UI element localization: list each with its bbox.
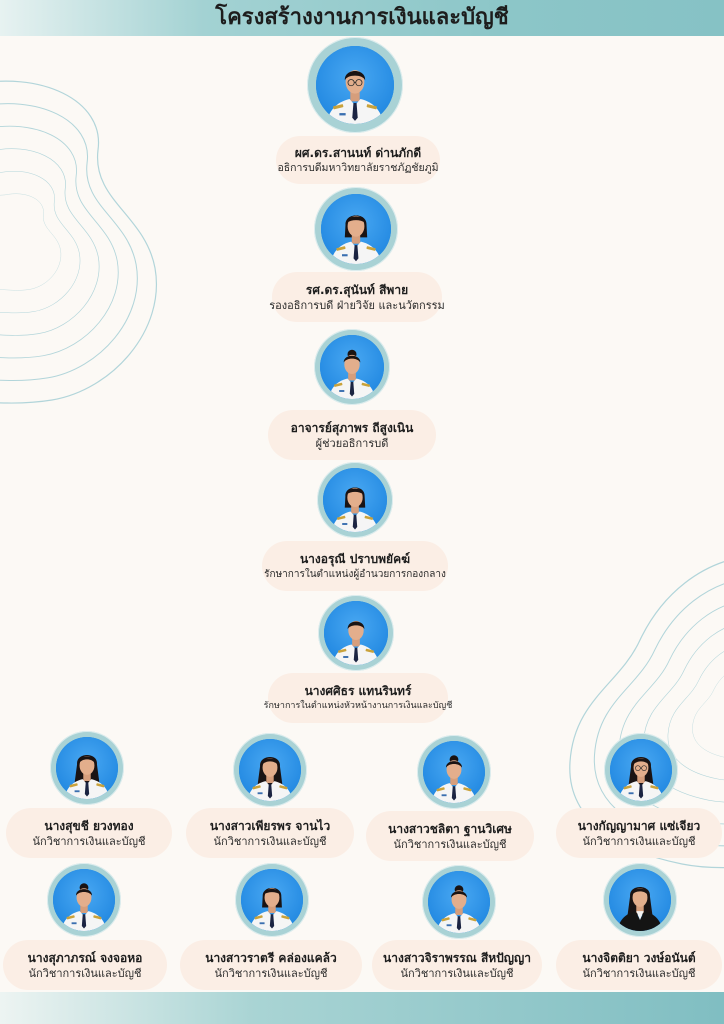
president-name-plate: [276, 136, 440, 184]
portrait-illustration: [423, 741, 485, 803]
portrait-illustration: [321, 194, 391, 264]
portrait-photo: [320, 335, 384, 399]
acting-section-head-name-plate: [263, 673, 453, 723]
person-role: นักวิชาการเงินและบัญชี: [582, 966, 696, 980]
portrait-photo: [53, 869, 115, 931]
contour-line: [0, 81, 156, 403]
person-name: นางสุภาภรณ์ จงจอหอ: [27, 950, 143, 965]
person-name: นางสาวจิราพรรณ สีหปัญญา: [383, 950, 531, 965]
person-role: รองอธิการบดี ฝ่ายวิจัย และนวัตกรรม: [269, 298, 445, 312]
person-role: นักวิชาการเงินและบัญชี: [28, 966, 142, 980]
portrait-photo: [241, 869, 303, 931]
staff-name-plate: [3, 940, 167, 990]
person-name: นางสาวเพียรพร จานไว: [209, 818, 331, 833]
person-name: ผศ.ดร.สานนท์ ด่านภักดี: [294, 145, 422, 160]
acting-section-head-photo: [318, 595, 394, 671]
portrait-photo: [609, 869, 671, 931]
person-role: ผู้ช่วยอธิการบดี: [315, 436, 389, 450]
staff-name-plate: [372, 940, 542, 990]
person-name: นางสุขชี ยวงทอง: [44, 818, 134, 833]
contour-line: [0, 126, 118, 358]
contour-line: [0, 171, 80, 313]
portrait-illustration: [241, 869, 303, 931]
person-role: นักวิชาการเงินและบัญชี: [393, 837, 507, 851]
person-name: รศ.ดร.สุนันท์ สีพาย: [305, 282, 409, 297]
person-role: รักษาการในตำแหน่งหัวหน้างานการเงินและบัญชี: [263, 700, 453, 711]
staff-photo: [47, 863, 121, 937]
contour-line: [692, 664, 724, 759]
person-role: นักวิชาการเงินและบัญชี: [213, 834, 327, 848]
contour-line: [0, 194, 61, 291]
staff-name-plate: [366, 811, 534, 861]
acting-director-name-plate: [262, 541, 448, 591]
portrait-illustration: [316, 46, 394, 124]
vice-president-name-plate: [269, 272, 445, 322]
portrait-photo: [423, 741, 485, 803]
staff-photo: [417, 735, 491, 809]
assistant-president-name-plate: [268, 410, 436, 460]
person-name: นางศศิธร แทนรินทร์: [304, 683, 412, 698]
portrait-photo: [323, 468, 387, 532]
person-role: นักวิชาการเงินและบัญชี: [400, 966, 514, 980]
contour-line: [0, 149, 99, 336]
portrait-illustration: [56, 737, 118, 799]
contour-line: [0, 104, 137, 381]
person-role: นักวิชาการเงินและบัญชี: [214, 966, 328, 980]
portrait-photo: [56, 737, 118, 799]
person-role: อธิการบดีมหาวิทยาลัยราชภัฏชัยภูมิ: [277, 161, 439, 174]
person-name: อาจารย์สุภาพร ถีสูงเนิน: [290, 420, 414, 435]
footer-banner: [0, 992, 724, 1024]
staff-photo: [233, 733, 307, 807]
portrait-illustration: [428, 871, 490, 933]
staff-photo: [50, 731, 124, 805]
portrait-photo: [324, 601, 388, 665]
assistant-president-photo: [314, 329, 390, 405]
staff-name-plate: [186, 808, 354, 858]
person-name: นางจิตติยา วงษ์อนันต์: [582, 950, 696, 965]
acting-director-photo: [317, 462, 393, 538]
page-title: โครงสร้างงานการเงินและบัญชี: [215, 5, 509, 30]
portrait-photo: [239, 739, 301, 801]
portrait-photo: [610, 739, 672, 801]
portrait-photo: [321, 194, 391, 264]
portrait-photo: [316, 46, 394, 124]
staff-photo: [604, 733, 678, 807]
vice-president-photo: [314, 187, 398, 271]
staff-name-plate: [6, 808, 172, 858]
staff-photo: [603, 863, 677, 937]
contour-line: [594, 574, 724, 845]
portrait-illustration: [324, 601, 388, 665]
staff-name-plate: [556, 940, 722, 990]
president-photo: [307, 37, 403, 133]
person-role: นักวิชาการเงินและบัญชี: [32, 834, 146, 848]
contour-lines-left: [0, 81, 156, 403]
portrait-illustration: [609, 869, 671, 931]
portrait-illustration: [610, 739, 672, 801]
person-name: นางสาวราตรี คล่องแคล้ว: [205, 950, 337, 965]
staff-name-plate: [180, 940, 362, 990]
staff-photo: [235, 863, 309, 937]
person-name: นางสาวชลิตา ฐานวิเศษ: [388, 821, 512, 836]
portrait-photo: [428, 871, 490, 933]
portrait-illustration: [320, 335, 384, 399]
person-role: นักวิชาการเงินและบัญชี: [582, 834, 696, 848]
staff-name-plate: [556, 808, 722, 858]
staff-photo: [422, 865, 496, 939]
portrait-illustration: [53, 869, 115, 931]
portrait-illustration: [239, 739, 301, 801]
portrait-illustration: [323, 468, 387, 532]
person-role: รักษาการในตำแหน่งผู้อำนวยการกองกลาง: [264, 568, 446, 580]
person-name: นางอรุณี ปราบพยัคฆ์: [299, 551, 411, 566]
person-name: นางกัญญามาศ แซ่เจียว: [577, 818, 701, 833]
